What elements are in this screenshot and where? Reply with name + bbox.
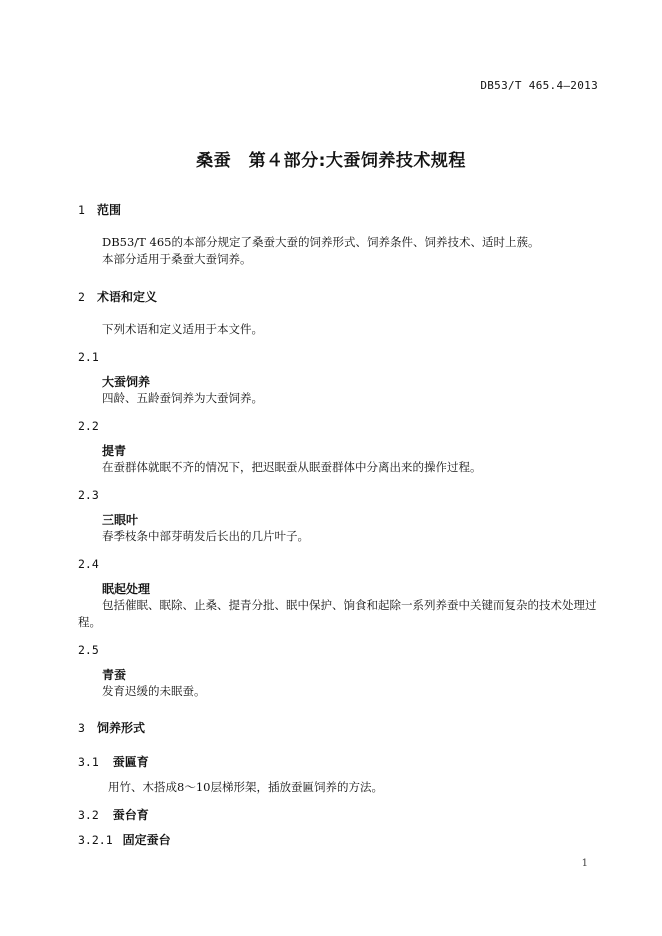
- term-2-4-definition-line-2: 程。: [78, 615, 101, 629]
- section-1-heading: [78, 201, 121, 218]
- subsection-3-1-text: 用竹、木搭成8～10层梯形架，插放蚕匾饲养的方法。: [108, 780, 383, 794]
- subsection-3-2-1-heading: [78, 831, 171, 848]
- subsection-3-2-1-title: 固定蚕台: [122, 833, 171, 847]
- term-2-5-definition: 发育迟缓的未眠蚕。: [102, 684, 206, 698]
- section-2-intro: 下列术语和定义适用于本文件。: [102, 322, 263, 336]
- term-2-5-number: 2.5: [78, 643, 99, 657]
- section-1-paragraph-1: DB53/T 465的本部分规定了桑蚕大蚕的饲养形式、饲养条件、饲养技术、适时上蔟。: [102, 235, 540, 249]
- term-2-3-definition: 春季枝条中部芽萌发后长出的几片叶子。: [102, 529, 309, 543]
- term-2-4-name: 眠起处理: [102, 582, 151, 596]
- term-2-5-name: 青蚕: [102, 668, 127, 682]
- section-3-title: 饲养形式: [96, 721, 145, 735]
- term-2-4-number: 2.4: [78, 557, 99, 571]
- term-2-1-definition: 四龄、五龄蚕饲养为大蚕饲养。: [102, 391, 263, 405]
- term-2-3-name: 三眼叶: [102, 513, 139, 527]
- section-1-number: 1: [78, 203, 85, 217]
- section-3-number: 3: [78, 721, 85, 735]
- term-2-4-definition-line-1: 包括催眠、眠除、止桑、提青分批、眠中保护、饷食和起除一系列养蚕中关键而复杂的技术处理过: [102, 598, 597, 612]
- section-2-heading: [78, 288, 157, 305]
- subsection-3-2-number: 3.2: [78, 808, 99, 822]
- subsection-3-2-1-number: 3.2.1: [78, 833, 113, 847]
- subsection-3-2-title: 蚕台育: [112, 808, 149, 822]
- subsection-3-1-heading: [78, 753, 149, 770]
- term-2-2-definition: 在蚕群体就眠不齐的情况下，把迟眠蚕从眠蚕群体中分离出来的操作过程。: [102, 460, 482, 474]
- section-2-number: 2: [78, 290, 85, 304]
- term-2-2-name: 提青: [102, 444, 127, 458]
- section-1-paragraph-2: 本部分适用于桑蚕大蚕饲养。: [102, 252, 252, 266]
- term-2-1-number: 2.1: [78, 350, 99, 364]
- term-2-1-name: 大蚕饲养: [102, 375, 151, 389]
- term-2-3-number: 2.3: [78, 488, 99, 502]
- section-1-title: 范围: [96, 203, 121, 217]
- subsection-3-1-title: 蚕匾育: [112, 755, 149, 769]
- standard-code: DB53/T 465.4—2013: [480, 79, 598, 92]
- document-title: 桑蚕 第４部分:大蚕饲养技术规程: [196, 151, 466, 171]
- section-3-heading: [78, 719, 145, 736]
- subsection-3-1-number: 3.1: [78, 755, 99, 769]
- subsection-3-2-heading: [78, 806, 149, 823]
- page-number: 1: [581, 858, 588, 869]
- term-2-2-number: 2.2: [78, 419, 99, 433]
- section-2-title: 术语和定义: [96, 290, 157, 304]
